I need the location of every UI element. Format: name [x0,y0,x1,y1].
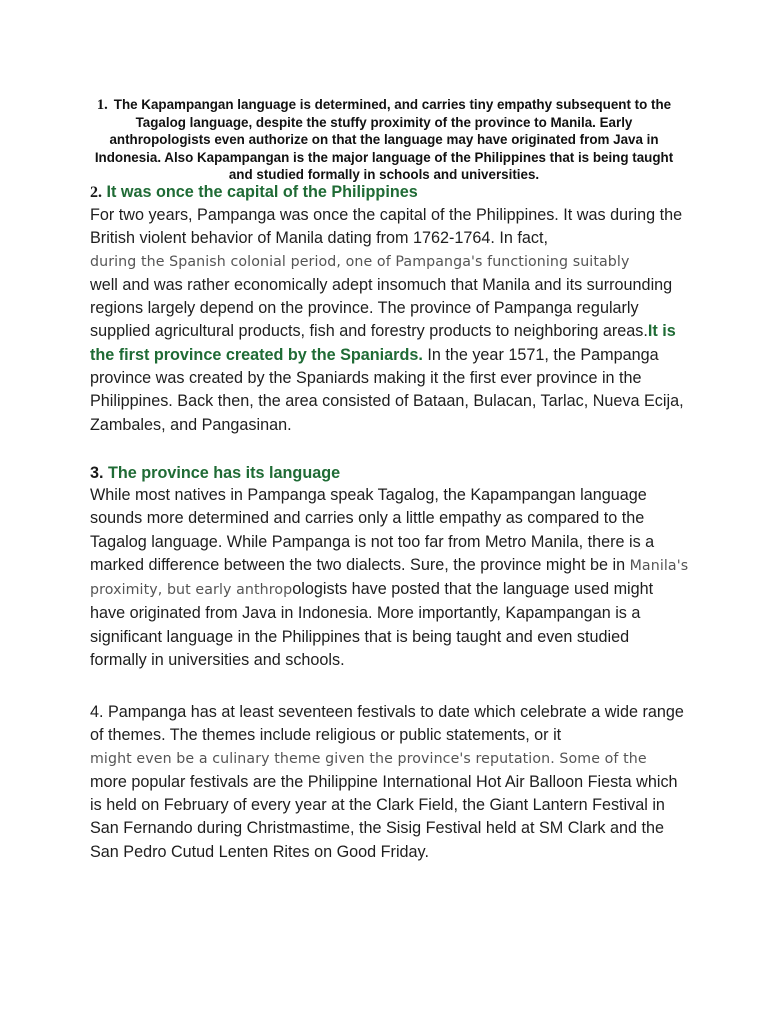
section-2-text-light: during the Spanish colonial period, one of Pampanga's functioning suitably [90,253,630,270]
section-4 [90,701,690,864]
section-2-body [90,204,690,437]
section-4-text-1: 4. Pampanga has at least seventeen festivals to date which celebrate a wide range of themes. The themes include religious or public statements, or it [90,703,684,745]
section-2-heading [90,181,690,204]
section-3-text-1: While most natives in Pampanga speak Tagalog, the Kapampangan language sounds more determined and carries only a little empathy as compared to the Tagalog language. While Pampanga is not too far from Metro Manila, there is a marked difference between the two dialects. Sure, the province might be in [90,486,655,574]
section-2-text-1: For two years, Pampanga was once the capital of the Philippines. It was during the British violent behavior of Manila dating from 1762-1764. In fact, [90,206,683,248]
section-2 [90,181,690,437]
section-3-title: The province has its language [108,464,341,482]
section-4-body [90,701,690,864]
section-2-text-3: In the year 1571, the Pampanga province was created by the Spaniards making it the first ever province in the Philippines. Back then, the area consisted of Bataan, Bulacan, Tarlac, Nueva Ecija, Zambales, and Pangasinan. [90,345,684,434]
section-2-title: It was once the capital of the Philippines [106,183,418,201]
intro-number: 1. [96,97,108,113]
section-3-body [90,484,690,672]
section-2-text-2: well and was rather economically adept insomuch that Manila and its surrounding regions largely depend on the province. The province of Pampanga regularly supplied agricultural products, fish and forestry products to neighboring areas. [90,275,673,341]
section-4-text-2: more popular festivals are the Philippine International Hot Air Balloon Fiesta which is held on February of every year at the Clark Field, the Giant Lantern Festival in San Fernando during Christmastime, the Sisig Festival held at SM Clark and the San Pedro Cutud Lenten Rites on Good Friday. [90,772,678,861]
section-2-highlight: It is the first province created by the Spaniards. [90,322,676,364]
section-3-heading [90,462,690,484]
section-4-text-light: might even be a culinary theme given the province's reputation. Some of the [90,750,647,767]
intro-text: The Kapampangan language is determined, and carries tiny empathy subsequent to the Tagalog language, despite the stuffy proximity of the province to Manila. Early anthropologists even authorize on that the language may have originated from Java in Indonesia. Also Kapampangan is the major language of the Philippines that is being taught and studied formally in schools and universities. [94,97,674,182]
section-3-text-light: Manila's proximity, but early anthrop [90,557,689,599]
section-3-text-2: ologists have posted that the language used might have originated from Java in Indonesia. More importantly, Kapampangan is a significant language in the Philippines that is being taught and even studied formally in universities and schools. [90,580,654,670]
section-3-number: 3. [90,464,104,482]
section-3 [90,462,690,672]
section-2-number: 2. [90,184,102,201]
intro-paragraph [92,96,676,183]
